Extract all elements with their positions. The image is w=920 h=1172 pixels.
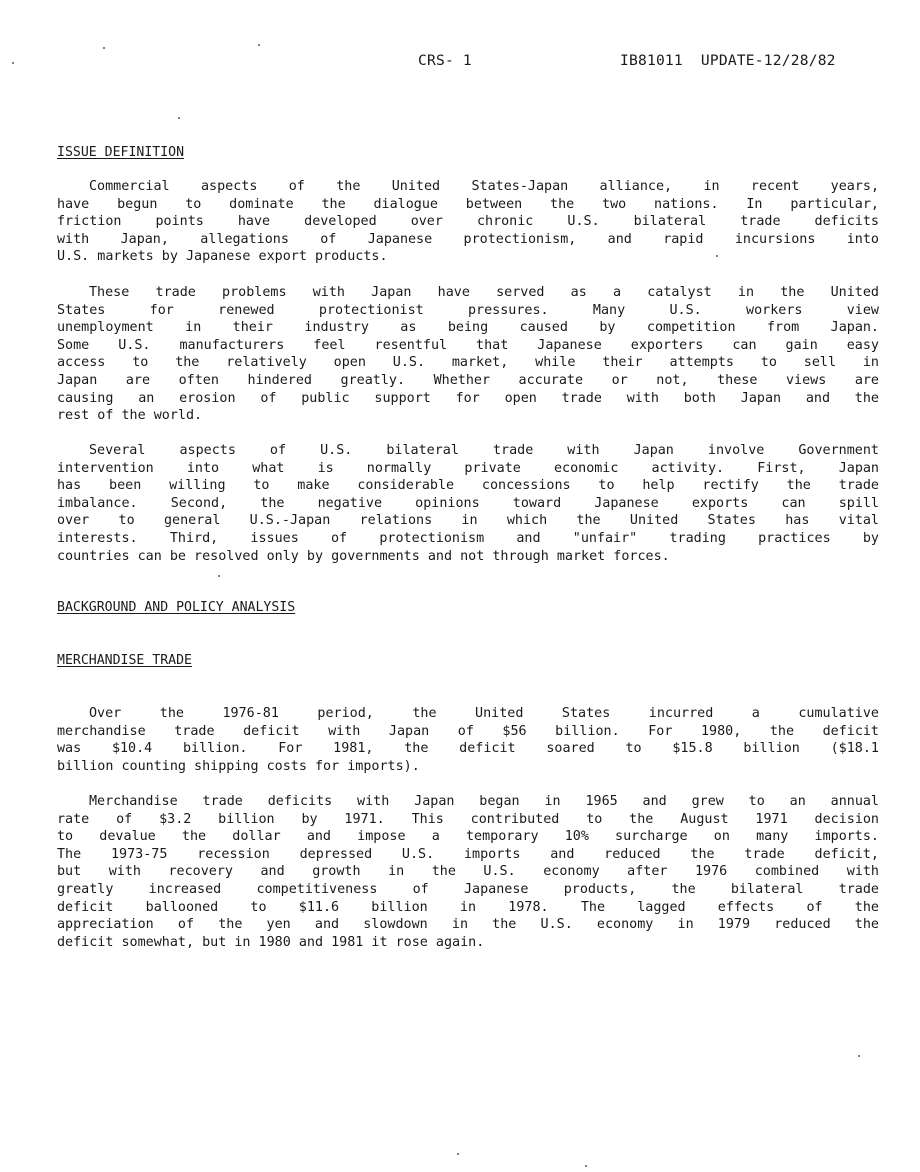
text-line: has been willing to make considerable concessions to help rectify the trade — [57, 478, 879, 494]
text-line: U.S. markets by Japanese export products. — [57, 249, 388, 265]
paragraph-issue-1 — [57, 178, 879, 266]
text-line: Commercial aspects of the United States-Japan alliance, in recent years, — [89, 179, 879, 194]
text-line: causing an erosion of public support for open trade with both Japan and the — [57, 390, 879, 406]
page-number: CRS- 1 — [418, 52, 472, 69]
section-heading-issue-definition: ISSUE DEFINITION — [57, 145, 185, 160]
paragraph-merchandise-2 — [57, 793, 879, 951]
text-line: These trade problems with Japan have served as a catalyst in the United — [89, 285, 879, 300]
text-line: deficit ballooned to $11.6 billion in 1978. The lagged effects of the — [57, 899, 879, 915]
scan-speck — [218, 575, 220, 577]
scan-speck — [103, 47, 105, 49]
section-heading-merchandise-trade: MERCHANDISE TRADE — [57, 653, 192, 668]
text-line: appreciation of the yen and slowdown in the U.S. economy in 1979 reduced the — [57, 917, 879, 933]
paragraph-issue-2 — [57, 284, 879, 425]
text-line: Merchandise trade deficits with Japan began in 1965 and grew to an annual — [89, 794, 879, 809]
text-line: The 1973-75 recession depressed U.S. imports and reduced the trade deficit, — [57, 846, 879, 862]
text-line: with Japan, allegations of Japanese protectionism, and rapid incursions into — [57, 231, 879, 247]
text-line: Japan are often hindered greatly. Whether accurate or not, these views are — [57, 372, 879, 388]
scan-speck — [178, 117, 180, 119]
text-line: but with recovery and growth in the U.S. economy after 1976 combined with — [57, 864, 879, 880]
text-line: have begun to dominate the dialogue between the two nations. In particular, — [57, 196, 879, 212]
text-line: greatly increased competitiveness of Japanese products, the bilateral trade — [57, 881, 879, 897]
text-line: billion counting shipping costs for imports). — [57, 758, 420, 774]
text-line: interests. Third, issues of protectionism and "unfair" trading practices by — [57, 530, 879, 546]
text-line: Several aspects of U.S. bilateral trade with Japan involve Government — [89, 443, 879, 458]
paragraph-merchandise-1 — [57, 705, 879, 775]
text-line: deficit somewhat, but in 1980 and 1981 it rose again. — [57, 934, 485, 950]
text-line: was $10.4 billion. For 1981, the deficit soared to $15.8 billion ($18.1 — [57, 741, 879, 757]
scan-speck — [716, 255, 718, 257]
section-heading-background: BACKGROUND AND POLICY ANALYSIS — [57, 600, 296, 615]
text-line: rate of $3.2 billion by 1971. This contributed to the August 1971 decision — [57, 811, 879, 827]
text-line: countries can be resolved only by governments and not through market forces. — [57, 548, 670, 564]
text-line: intervention into what is normally private economic activity. First, Japan — [57, 460, 879, 476]
paragraph-issue-3 — [57, 442, 879, 565]
text-line: over to general U.S.-Japan relations in which the United States has vital — [57, 513, 879, 529]
text-line: rest of the world. — [57, 408, 203, 424]
document-id: IB81011 UPDATE-12/28/82 — [620, 52, 836, 69]
scan-speck — [12, 62, 14, 64]
text-line: States for renewed protectionist pressures. Many U.S. workers view — [57, 302, 879, 318]
text-line: imbalance. Second, the negative opinions toward Japanese exports can spill — [57, 495, 879, 511]
text-line: unemployment in their industry as being caused by competition from Japan. — [57, 320, 879, 336]
text-line: access to the relatively open U.S. market, while their attempts to sell in — [57, 355, 879, 371]
text-line: to devalue the dollar and impose a temporary 10% surcharge on many imports. — [57, 829, 879, 845]
text-line: Over the 1976-81 period, the United States incurred a cumulative — [89, 706, 879, 721]
text-line: friction points have developed over chronic U.S. bilateral trade deficits — [57, 214, 879, 230]
scan-speck — [258, 44, 260, 46]
text-line: merchandise trade deficit with Japan of $56 billion. For 1980, the deficit — [57, 723, 879, 739]
scan-speck — [858, 1055, 860, 1057]
scan-speck — [585, 1165, 587, 1167]
text-line: Some U.S. manufacturers feel resentful that Japanese exporters can gain easy — [57, 337, 879, 353]
scan-speck — [457, 1153, 459, 1155]
